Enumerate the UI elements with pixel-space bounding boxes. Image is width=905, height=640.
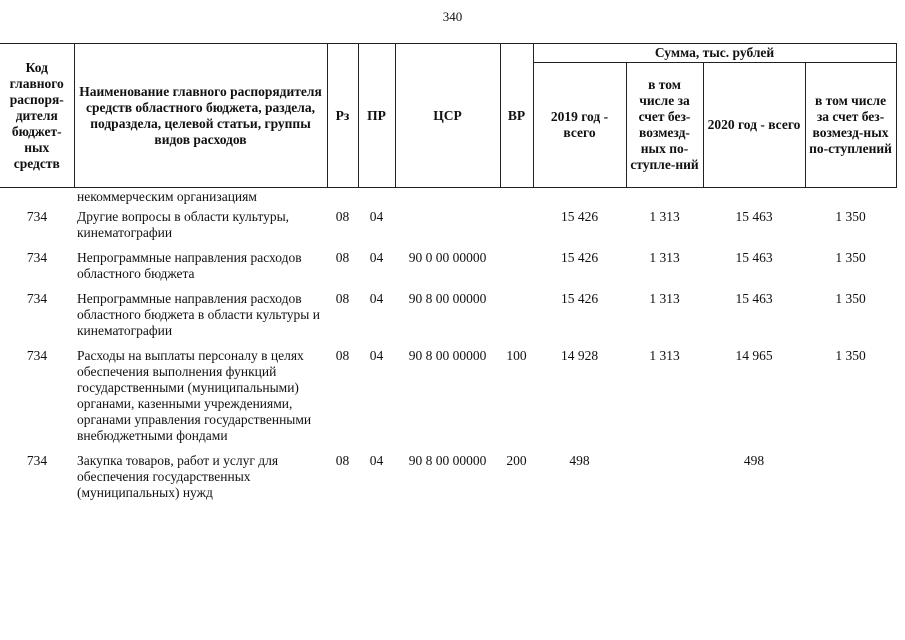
header-csr: ЦСР [395, 44, 500, 188]
cell-pr: 04 [369, 453, 384, 468]
cell-rz: 08 [335, 291, 350, 306]
cell-2019-free [626, 188, 703, 207]
table-row [0, 345, 896, 450]
header-name: Наименование главного распорядителя средств областного бюджета, раздела, подраздела, целевой статьи, группы видов расходов [74, 44, 327, 188]
cell-2019-free: 1 313 [649, 291, 680, 306]
cell-name: Закупка товаров, работ и услуг для обеспечения государственных (муниципальных) нужд [77, 453, 279, 500]
cell-csr: 90 8 00 00000 [408, 291, 487, 306]
cell-pr: 04 [369, 348, 384, 363]
cell-2019-free [626, 450, 703, 507]
cell-code: 734 [26, 348, 48, 363]
cell-vr: 200 [506, 453, 527, 468]
cell-2019-total: 15 426 [560, 250, 599, 265]
cell-pr: 04 [369, 209, 384, 224]
header-sum-group: Сумма, тыс. рублей [533, 44, 896, 63]
cell-code: 734 [26, 453, 48, 468]
page-number: 340 [442, 9, 463, 24]
cell-2020-total: 498 [743, 453, 765, 468]
cell-csr: 90 8 00 00000 [408, 348, 487, 363]
header-2019-free: в том числе за счет без-возмезд-ных по-ступле-ний [626, 63, 703, 188]
cell-rz [327, 188, 358, 207]
cell-2020-total: 15 463 [735, 209, 773, 224]
table-row [0, 206, 896, 247]
cell-csr [395, 206, 500, 247]
table-header-row [0, 44, 896, 63]
cell-2020-free: 1 350 [835, 348, 866, 363]
header-2020-free: в том числе за счет без-возмезд-ных по-ступлений [805, 63, 896, 188]
table-row [0, 288, 896, 345]
cell-pr [358, 188, 395, 207]
cell-2019-total: 14 928 [560, 348, 599, 363]
cell-rz: 08 [335, 453, 350, 468]
cell-2019-free: 1 313 [649, 250, 680, 265]
cell-vr [500, 188, 533, 207]
cell-vr [500, 288, 533, 345]
cell-2020-total: 14 965 [735, 348, 773, 363]
cell-2020-free: 1 350 [835, 209, 866, 224]
header-rz: Рз [327, 44, 358, 188]
table-row [0, 247, 896, 288]
cell-2019-total: 498 [569, 453, 590, 468]
cell-2020-free [805, 450, 896, 507]
cell-vr: 100 [506, 348, 527, 363]
cell-name: Непрограммные направления расходов областного бюджета в области культуры и кинематографии [77, 291, 320, 338]
cell-vr [500, 206, 533, 247]
table-row [0, 450, 896, 507]
cell-code [0, 188, 74, 207]
cell-csr: 90 0 00 00000 [408, 250, 487, 265]
cell-2020-free: 1 350 [835, 291, 866, 306]
cell-csr [395, 188, 500, 207]
header-vr: ВР [500, 44, 533, 188]
cell-pr: 04 [369, 250, 384, 265]
budget-table [0, 43, 897, 507]
cell-code: 734 [26, 250, 48, 265]
cell-2019-total: 15 426 [560, 209, 599, 224]
cell-2020-total [703, 188, 805, 207]
cell-code: 734 [26, 209, 48, 224]
cell-2020-free: 1 350 [835, 250, 866, 265]
cell-2020-free [805, 188, 896, 207]
cell-2020-total: 15 463 [735, 291, 773, 306]
cell-rz: 08 [335, 250, 350, 265]
cell-vr [500, 247, 533, 288]
cell-name: Расходы на выплаты персоналу в целях обеспечения выполнения функций государственными (муниципальными) органами, казенными учреждениями, органами управления государственными внебюджетными фондами [77, 348, 312, 443]
cell-csr: 90 8 00 00000 [408, 453, 487, 468]
cell-2020-total: 15 463 [735, 250, 773, 265]
header-2019-total: 2019 год - всего [533, 63, 626, 188]
cell-code: 734 [26, 291, 48, 306]
cell-2019-total: 15 426 [560, 291, 599, 306]
cell-name: Непрограммные направления расходов областного бюджета [77, 250, 302, 281]
header-2020-total: 2020 год - всего [703, 63, 805, 188]
cell-pr: 04 [369, 291, 384, 306]
cell-name: Другие вопросы в области культуры, кинематографии [77, 209, 290, 240]
cell-rz: 08 [335, 348, 350, 363]
header-code: Код главного распоря-дителя бюджет-ных средств [0, 44, 74, 188]
cell-2019-free: 1 313 [649, 348, 680, 363]
cell-name: некоммерческим организациям [77, 189, 257, 204]
cell-2019-free: 1 313 [649, 209, 680, 224]
header-pr: ПР [358, 44, 395, 188]
cell-rz: 08 [335, 209, 350, 224]
cell-2019-total [533, 188, 626, 207]
table-row [0, 188, 896, 207]
